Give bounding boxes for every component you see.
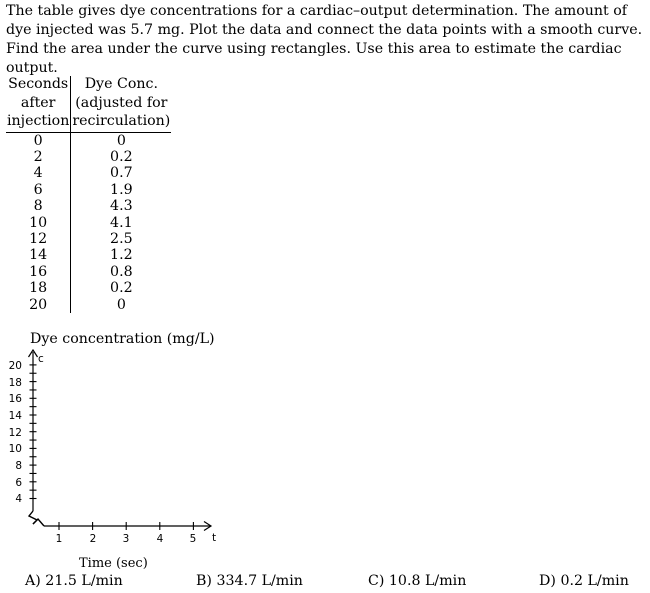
conc-cell: 2.5: [110, 230, 133, 247]
seconds-cell: 10: [6, 215, 71, 231]
y-tick-label: 16: [8, 393, 22, 405]
conc-cell: 0.8: [110, 263, 133, 280]
conc-cell: 0.2: [110, 280, 133, 297]
seconds-cell: 18: [6, 280, 71, 296]
seconds-cell: 0: [6, 132, 71, 149]
x-tick-label: 1: [55, 533, 63, 545]
conc-cell: 1.2: [110, 247, 133, 264]
y-tick-label: 12: [8, 427, 22, 439]
seconds-cell: 8: [6, 198, 71, 214]
y-tick-label: 8: [15, 460, 22, 472]
answer-choice-b[interactable]: [196, 572, 303, 590]
x-tick-label: 4: [156, 533, 164, 545]
answer-letter: C): [368, 573, 385, 589]
answer-value: 10.8 L/min: [388, 573, 467, 589]
header-seconds-line2: after: [6, 95, 71, 114]
answer-letter: A): [25, 573, 41, 589]
y-tick-label: 14: [8, 410, 22, 422]
seconds-cell: 12: [6, 231, 71, 247]
seconds-cell: 16: [6, 264, 71, 280]
y-tick-label: 20: [8, 360, 22, 372]
x-tick-label: 2: [89, 533, 97, 545]
seconds-cell: 2: [6, 149, 71, 165]
seconds-cell: 6: [6, 182, 71, 198]
answer-value: 0.2 L/min: [560, 573, 629, 589]
y-tick-label: 4: [15, 493, 22, 505]
answer-letter: D): [539, 573, 556, 589]
header-dye-line2: (adjusted for: [75, 94, 168, 111]
y-axis-letter: c: [38, 353, 44, 365]
header-seconds-line3: injection: [6, 113, 71, 132]
answer-value: 21.5 L/min: [45, 573, 123, 589]
x-tick-label: 3: [122, 533, 130, 545]
seconds-cell: 20: [6, 297, 71, 313]
y-tick-label: 18: [8, 377, 22, 389]
x-axis-title: Time (sec): [79, 556, 148, 571]
conc-cell: 0: [116, 132, 126, 149]
problem-statement: The table gives dye concentrations for a cardiac–output determination. The amount of dye injected was 5.7 mg. Plot the data and connect the data points with a smooth curve. Find the area under the curve using rectangles. Use this area to estimate the cardiac output.: [6, 3, 643, 76]
conc-cell: 4.1: [110, 214, 133, 231]
y-tick-label: 10: [8, 443, 22, 455]
answer-letter: B): [196, 573, 212, 589]
header-seconds-line1: Seconds: [6, 76, 71, 95]
seconds-cell: 4: [6, 165, 71, 181]
x-axis-break-icon: [33, 519, 44, 526]
header-dye-line3: recirculation): [71, 113, 171, 132]
x-tick-label: 5: [189, 533, 197, 545]
answer-choice-a[interactable]: [25, 572, 123, 590]
conc-cell: 0: [116, 296, 126, 313]
conc-cell: 0.7: [110, 165, 133, 182]
y-axis-title: Dye concentration (mg/L): [30, 331, 215, 347]
answer-choice-c[interactable]: [368, 572, 466, 590]
seconds-cell: 14: [6, 247, 71, 263]
conc-cell: 4.3: [110, 198, 133, 215]
header-dye-line1: Dye Conc.: [84, 76, 158, 92]
conc-cell: 0.2: [110, 148, 133, 165]
answer-choice-d[interactable]: [539, 572, 629, 590]
y-tick-label: 6: [15, 477, 22, 489]
x-axis-letter: t: [212, 532, 217, 544]
conc-cell: 1.9: [110, 181, 133, 198]
answer-value: 334.7 L/min: [216, 573, 303, 589]
